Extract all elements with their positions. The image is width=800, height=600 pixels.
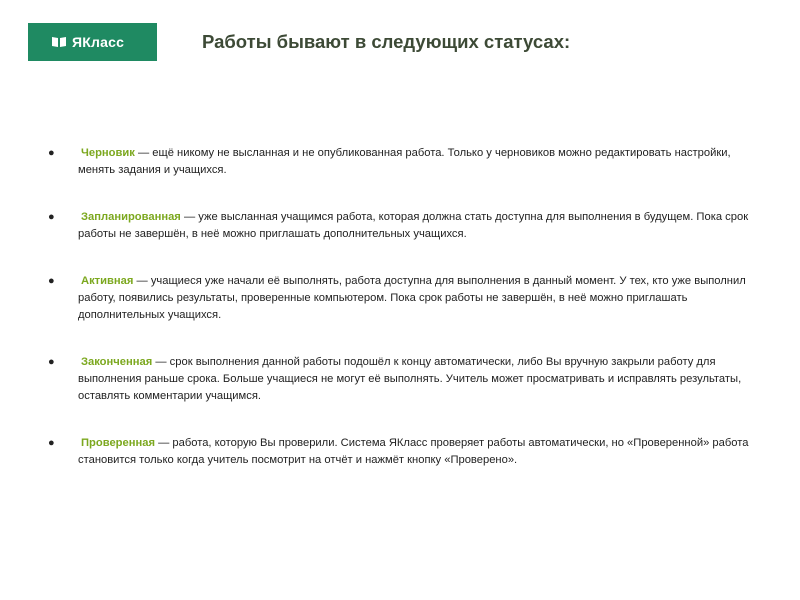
status-name: Законченная xyxy=(81,356,153,368)
yaklass-logo[interactable] xyxy=(28,23,157,61)
status-name: Активная xyxy=(81,275,134,287)
status-item-draft xyxy=(48,145,758,179)
status-description: — учащиеся уже начали её выполнять, работа доступна для выполнения в данный момент. У тех, кто уже выполнил работу, появились результаты, проверенные компьютером. Пока срок работы не завершён, в неё можно приглашать дополнительных учащихся. xyxy=(78,275,746,321)
status-item-scheduled xyxy=(48,209,758,243)
logo-text: ЯКласс xyxy=(72,34,125,50)
bullet-icon: ● xyxy=(48,147,55,159)
book-icon xyxy=(51,36,67,48)
status-item-checked xyxy=(48,435,758,469)
status-description: — срок выполнения данной работы подошёл к концу автоматически, либо Вы вручную закрыли работу для выполнения раньше срока. Больше учащиеся не могут её выполнять. Учитель может просматривать и исправлять результаты, оставлять комментарии учащимся. xyxy=(78,356,742,402)
status-description: — работа, которую Вы проверили. Система ЯКласс проверяет работы автоматически, но «Проверенной» работа становится только когда учитель посмотрит на отчёт и нажмёт кнопку «Проверено». xyxy=(78,437,749,466)
status-name: Запланированная xyxy=(81,211,181,223)
page-title: Работы бывают в следующих статусах: xyxy=(202,31,571,52)
bullet-icon: ● xyxy=(48,356,55,368)
bullet-icon: ● xyxy=(48,211,55,223)
bullet-icon: ● xyxy=(48,275,55,287)
status-item-active xyxy=(48,273,758,324)
status-item-finished xyxy=(48,354,758,405)
status-name: Черновик xyxy=(81,147,135,159)
status-description: — уже высланная учащимся работа, которая должна стать доступна для выполнения в будущем. Пока срок работы не завершён, в неё можно приглашать дополнительных учащихся. xyxy=(78,211,749,240)
bullet-icon: ● xyxy=(48,437,55,449)
status-list xyxy=(48,145,758,499)
status-name: Проверенная xyxy=(81,437,155,449)
status-description: — ещё никому не высланная и не опубликованная работа. Только у черновиков можно редактировать настройки, менять задания и учащихся. xyxy=(78,147,731,176)
